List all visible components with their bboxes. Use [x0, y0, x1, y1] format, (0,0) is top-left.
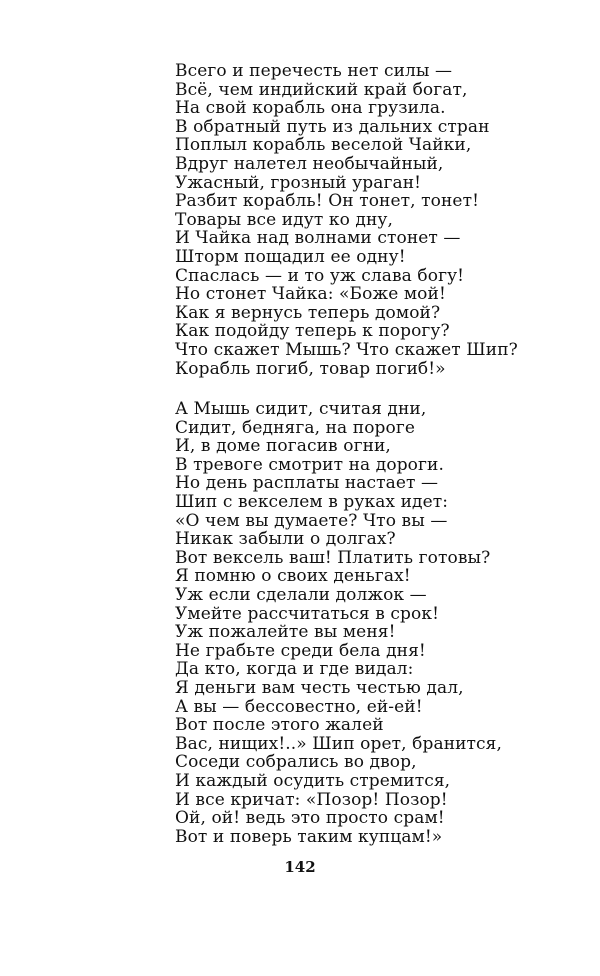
- poem-line: И все кричат: «Позор! Позор!: [175, 789, 448, 810]
- poem-line: Сидит, бедняга, на пороге: [175, 417, 416, 438]
- poem-line: Всё, чем индийский край богат,: [175, 79, 468, 100]
- poem-line: Не грабьте среди бела дня!: [175, 640, 426, 661]
- page-number: 142: [284, 858, 316, 876]
- poem-line: Уж пожалейте вы меня!: [175, 622, 396, 643]
- poem-line: Всего и перечесть нет силы —: [175, 61, 453, 81]
- poem-line: Я деньги вам честь честью дал,: [175, 678, 464, 698]
- poem-line: И, в доме погасив огни,: [175, 436, 391, 457]
- poem-line: Что скажет Мышь? Что скажет Шип?: [175, 339, 518, 360]
- poem-line: Вас, нищих!..» Шип орет, бранится,: [175, 733, 503, 754]
- poem-line: А Мышь сидит, считая дни,: [175, 399, 427, 420]
- poem-line: Спаслась — и то уж слава богу!: [175, 265, 465, 286]
- poem-line: Как подойду теперь к порогу?: [175, 321, 450, 342]
- poem-line: «О чем вы думаете? Что вы —: [175, 510, 448, 531]
- poem-line: Ой, ой! ведь это просто срам!: [175, 808, 445, 829]
- poem-line: Разбит корабль! Он тонет, тонет!: [175, 191, 480, 212]
- stanza-2: [175, 400, 575, 846]
- poem-line: Соседи собрались во двор,: [175, 752, 417, 773]
- poem-line: Поплыл корабль веселой Чайки,: [175, 135, 472, 156]
- poem-line: Шторм пощадил ее одну!: [175, 246, 406, 267]
- poem-line: Да кто, когда и где видал:: [175, 659, 414, 680]
- poem-line: Но стонет Чайка: «Боже мой!: [175, 284, 446, 305]
- poem-line: На свой корабль она грузила.: [175, 98, 446, 119]
- poem-line: Вот и поверь таким купцам!»: [175, 826, 443, 847]
- poem-line: Корабль погиб, товар погиб!»: [175, 358, 446, 379]
- poem-line: И каждый осудить стремится,: [175, 770, 451, 791]
- poem-line: Вот после этого жалей: [175, 715, 384, 736]
- poem-line: Но день расплаты настает —: [175, 473, 439, 494]
- poem-line: И Чайка над волнами стонет —: [175, 228, 461, 249]
- poem-line: Уж если сделали должок —: [175, 585, 427, 606]
- poem-line: Ужасный, грозный ураган!: [175, 172, 422, 193]
- poem-line: Вдруг налетел необычайный,: [175, 153, 444, 174]
- poem-line: Шип с векселем в руках идет:: [175, 492, 449, 513]
- stanza-1: [175, 62, 575, 378]
- poem-line: Умейте рассчитаться в срок!: [175, 603, 440, 624]
- poem-line: Товары все идут ко дну,: [175, 209, 394, 230]
- poem-line: В обратный путь из дальних стран: [175, 116, 490, 137]
- poem-line: Я помню о своих деньгах!: [175, 566, 411, 587]
- poem-text: [175, 62, 575, 846]
- poem-line: В тревоге смотрит на дороги.: [175, 454, 444, 475]
- poem-line: Как я вернусь теперь домой?: [175, 302, 441, 323]
- poem-line: Никак забыли о долгах?: [175, 529, 396, 550]
- poem-line: Вот вексель ваш! Платить готовы?: [175, 547, 491, 568]
- poem-line: А вы — бессовестно, ей-ей!: [175, 696, 423, 717]
